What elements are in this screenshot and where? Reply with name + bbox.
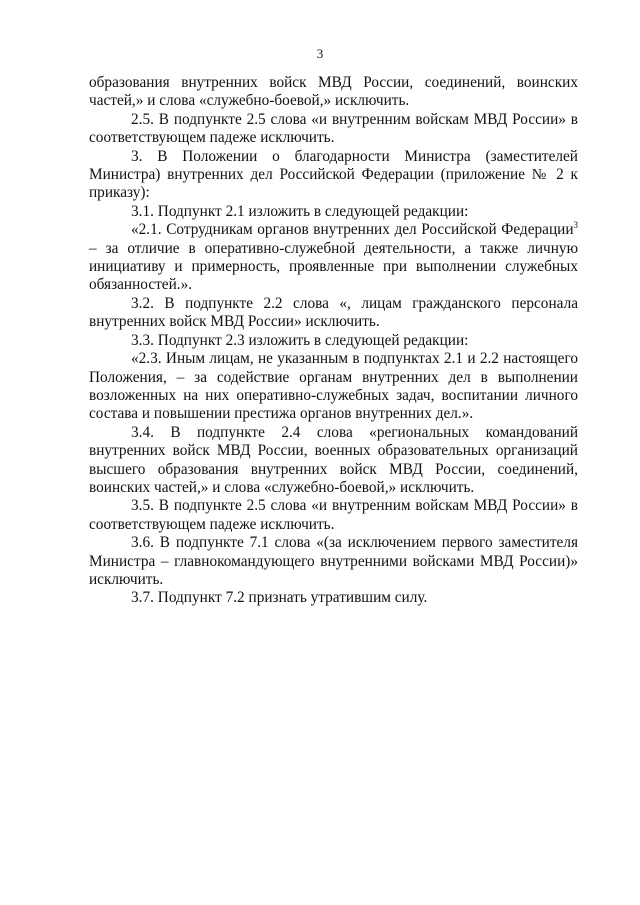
paragraph-2-5: 2.5. В подпункте 2.5 слова «и внутренним войскам МВД России» в соответствующем падеже исключить. (89, 110, 578, 147)
paragraph-3: 3. В Положении о благодарности Министра (заместителей Министра) внутренних дел Российской Федерации (приложение № 2 к приказу): (89, 147, 578, 202)
paragraph-3-1: 3.1. Подпункт 2.1 изложить в следующей редакции: (131, 202, 469, 220)
paragraph-continuation: образования внутренних войск МВД России, соединений, воинских частей,» и слова «служебно-боевой,» исключить. (89, 74, 578, 110)
page-number: 3 (316, 46, 324, 61)
paragraph-3-7: 3.7. Подпункт 7.2 признать утратившим силу. (131, 589, 428, 607)
footnote-marker: 3 (573, 220, 578, 231)
paragraph-3-2: 3.2. В подпункте 2.2 слова «, лицам гражданского персонала внутренних войск МВД России» исключить. (89, 294, 578, 331)
paragraph-2-1-quote (89, 221, 578, 295)
paragraph-2-3-quote: «2.3. Иным лицам, не указанным в подпунктах 2.1 и 2.2 настоящего Положения, – за содействие органам внутренних дел в выполнении возложенных на них оперативно-служебных задач, воспитании личного состава и повышении престижа органов внутренних дел.». (89, 350, 578, 423)
quote-2-1-rest: – за отличие в оперативно-служебной деятельности, а также личную инициативу и примерность, проявленные при выполнении служебных обязанностей.». (89, 239, 578, 294)
paragraph-3-6: 3.6. В подпункте 7.1 слова «(за исключением первого заместителя Министра – главнокомандующего внутренними войсками МВД России)» исключить. (89, 534, 578, 588)
quote-2-1-start: «2.1. Сотрудникам органов внутренних дел Российской Федерации (131, 221, 574, 239)
paragraph-3-4: 3.4. В подпункте 2.4 слова «региональных командований внутренних войск МВД России, военных образовательных организаций высшего образования внутренних войск МВД России, соединений, воинских частей,» и слова «служебно-боевой,» исключить. (89, 423, 578, 496)
paragraph-3-5: 3.5. В подпункте 2.5 слова «и внутренним войскам МВД России» в соответствующем падеже исключить. (89, 497, 578, 533)
paragraph-3-3: 3.3. Подпункт 2.3 изложить в следующей редакции: (131, 331, 469, 349)
document-body (89, 74, 578, 608)
